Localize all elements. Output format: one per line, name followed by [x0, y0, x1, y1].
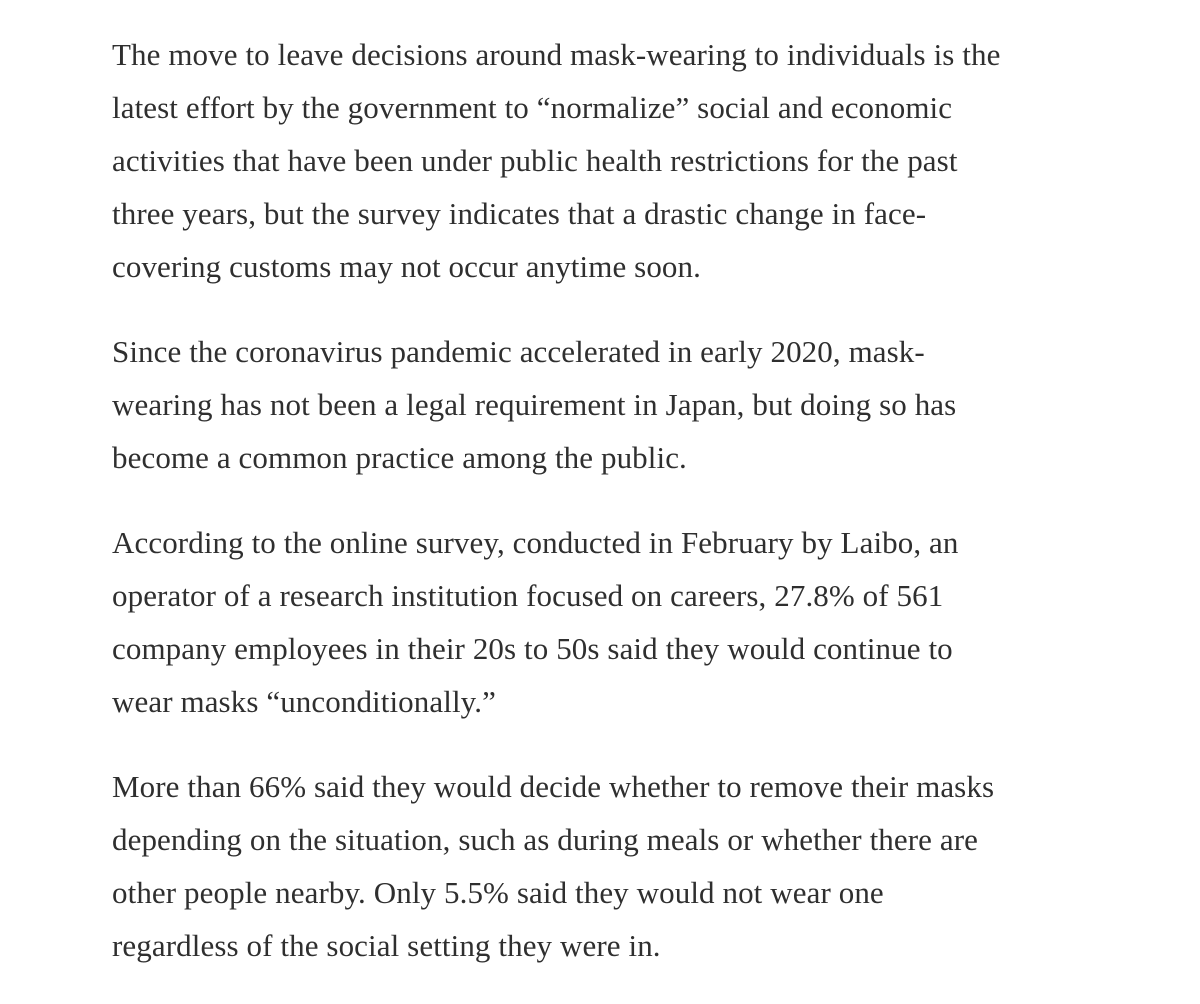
- paragraph-line: operator of a research institution focused on careers, 27.8% of 561: [112, 578, 944, 613]
- paragraph-line: covering customs may not occur anytime soon.: [112, 249, 701, 284]
- paragraph-line: regardless of the social setting they were in.: [112, 928, 661, 963]
- paragraph-line: company employees in their 20s to 50s said they would continue to: [112, 631, 953, 666]
- paragraph-line: latest effort by the government to “normalize” social and economic: [112, 90, 953, 125]
- paragraph-line: three years, but the survey indicates that a drastic change in face-: [112, 196, 927, 231]
- paragraph-line: become a common practice among the public.: [112, 440, 687, 475]
- paragraph-line: wearing has not been a legal requirement in Japan, but doing so has: [112, 387, 957, 422]
- paragraph-line: wear masks “unconditionally.”: [112, 684, 496, 719]
- article-paragraph: [112, 325, 1112, 484]
- article-paragraph: [112, 516, 1112, 728]
- article-paragraph: [112, 28, 1112, 293]
- paragraph-line: According to the online survey, conducted in February by Laibo, an: [112, 525, 959, 560]
- paragraph-line: activities that have been under public health restrictions for the past: [112, 143, 958, 178]
- paragraph-line: More than 66% said they would decide whether to remove their masks: [112, 769, 995, 804]
- paragraph-line: The move to leave decisions around mask-wearing to individuals is the: [112, 37, 1001, 72]
- article-paragraph: [112, 760, 1112, 972]
- article-body: [112, 28, 1112, 1004]
- paragraph-line: Since the coronavirus pandemic accelerated in early 2020, mask-: [112, 334, 925, 369]
- paragraph-line: other people nearby. Only 5.5% said they would not wear one: [112, 875, 884, 910]
- paragraph-line: depending on the situation, such as during meals or whether there are: [112, 822, 979, 857]
